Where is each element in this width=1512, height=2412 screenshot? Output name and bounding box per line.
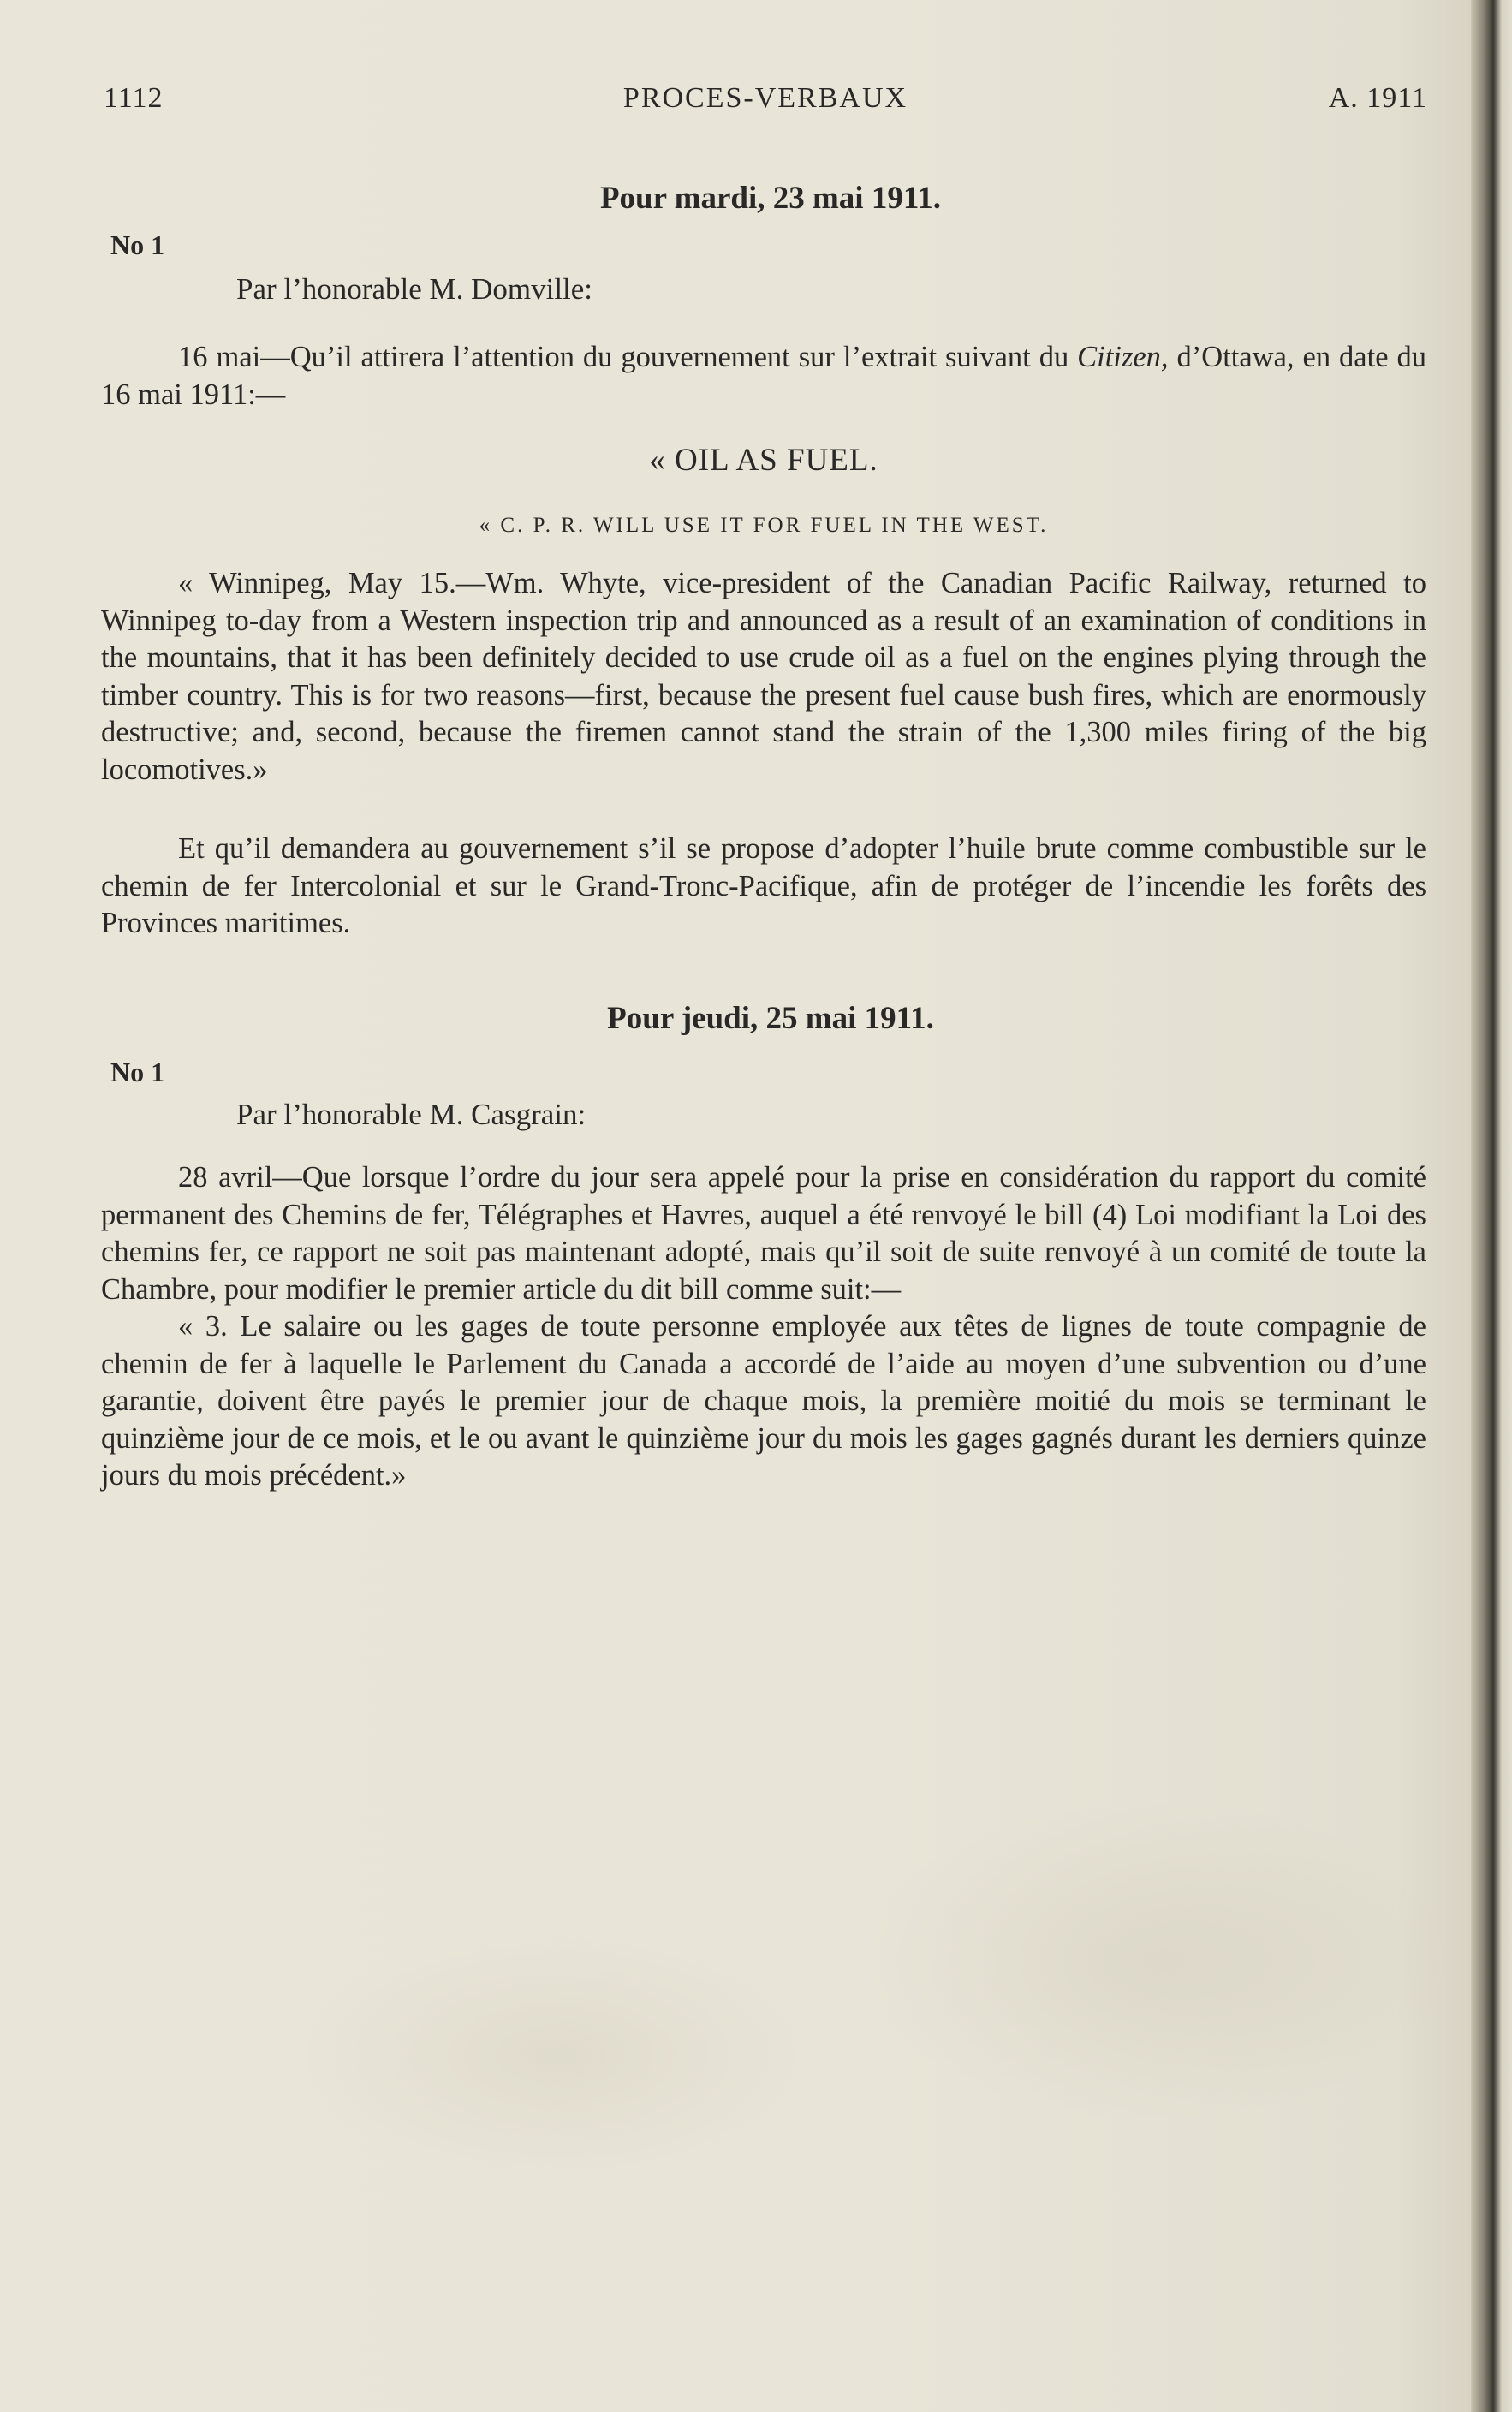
motion-paragraph: 28 avril—Que lorsque l’ordre du jour sera appelé pour la prise en considération du rapport du comité permanent des Chemins de fer, Télégraphes et Havres, auquel a été renvoyé le bill (4) Loi modifiant la Loi des chemins fer, ce rapport ne soit pas maintenant adopté, mais qu’il soit de suite renvoyé à un comité de toute la Chambre, pour modifier le premier article du dit bill comme suit:— [101,1161,1426,1306]
quote-body: « Winnipeg, May 15.—Wm. Whyte, vice-president of the Canadian Pacific Railway, returned to Winnipeg to-day from a Western inspection trip and announced as a result of an examination of conditions in the mountains, that it has been definitely decided to use crude oil as a fuel on the engines plying through the timber country. This is for two reasons—first, because the present fuel cause bush fires, which are enormously destructive; and, second, because the firemen cannot stand the strain of the 1,300 miles firing of the big locomotives.» [101,567,1426,786]
page-title: PROCES-VERBAUX [622,82,908,114]
item-number: No 1 [110,229,165,260]
motion-citation: Citizen, [1077,341,1169,373]
mover-line: Par l’honorable M. Casgrain: [236,1098,586,1131]
running-header [104,82,1427,123]
amendment-paragraph: « 3. Le salaire ou les gages de toute personne employée aux têtes de lignes de toute compagnie de chemin de fer à laquelle le Parlement du Canada a accordé de l’aide au moyen d’une subvention ou d’une garantie, doivent être payés le premier jour de chaque mois, la première moitié du mois se terminant le quinzième jour de ce mois, et le ou avant le quinzième jour du mois les gages gagnés durant les derniers quinze jours du mois précédent.» [101,1310,1426,1492]
request-paragraph: Et qu’il demandera au gouvernement s’il se propose d’adopter l’huile brute comme combustible sur le chemin de fer Intercolonial et sur le Grand-Tronc-Pacifique, afin de protéger de l’incendie les forêts des Provinces maritimes. [101,832,1426,939]
page-number: 1112 [104,82,164,114]
motion-block [101,1159,1426,1495]
motion-lead: 16 mai—Qu’il attirera l’attention du gouvernement sur l’extrait suivant du [178,341,1078,373]
quote-title: « OIL AS FUEL. [649,443,878,478]
quote-block [101,565,1426,789]
section-heading: Pour mardi, 23 mai 1911. [599,181,942,216]
quote-subtitle: « C. P. R. WILL USE IT FOR FUEL IN THE WEST. [479,514,1049,537]
motion-paragraph [101,339,1426,414]
book-spine [1471,0,1512,2412]
item-number: No 1 [110,1057,165,1087]
motion-rest: d’Ottawa, en date du 16 mai 1911:— [101,341,1426,411]
section-heading: Pour jeudi, 25 mai 1911. [607,1001,934,1036]
request-block [101,831,1426,943]
session-label: A. 1911 [1328,82,1427,114]
mover-line: Par l’honorable M. Domville: [236,272,593,306]
